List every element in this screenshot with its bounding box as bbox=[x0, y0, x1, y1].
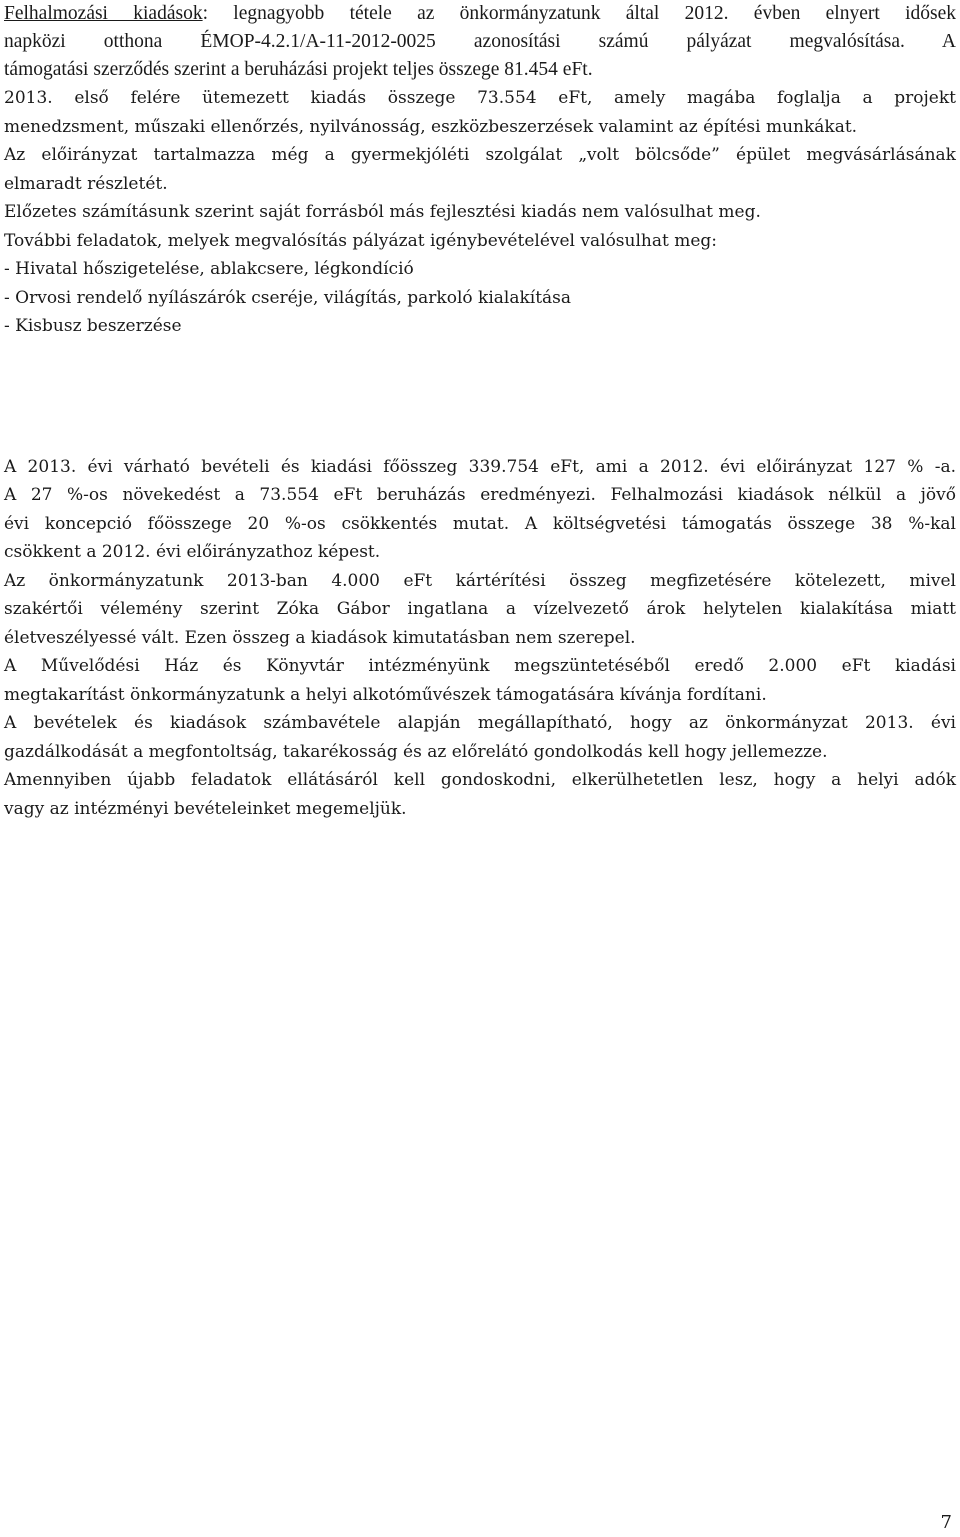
text-line: életveszélyessé vált. Ezen összeg a kiadások kimutatásban nem szerepel. bbox=[4, 627, 636, 648]
paragraph-eloiranyzat bbox=[4, 141, 956, 198]
text-line: szakértői vélemény szerint Zóka Gábor ingatlana a vízelvezető árok helytelen kialakítása miatt bbox=[4, 599, 956, 619]
paragraph-felhalmozasi-kiadasok bbox=[4, 0, 956, 141]
text-line: vagy az intézményi bevételeinket megemeljük. bbox=[4, 798, 407, 819]
text-line: A 2013. évi várható bevételi és kiadási főösszeg 339.754 eFt, ami a 2012. évi előirányzat 127 % -a. bbox=[4, 456, 956, 477]
paragraph-tovabbi-feladatok bbox=[4, 227, 956, 341]
text-line: támogatási szerződés szerint a beruházási projekt teljes összege 81.454 eFt. bbox=[4, 59, 593, 80]
text-line: Az előirányzat tartalmazza még a gyermekjóléti szolgálat „volt bölcsőde” épület megvásárlásának bbox=[4, 145, 956, 165]
text-line: A bevételek és kiadások számbavétele alapján megállapítható, hogy az önkormányzat 2013. évi bbox=[4, 713, 956, 733]
text-line: Amennyiben újabb feladatok ellátásáról kell gondoskodni, elkerülhetetlen lesz, hogy a helyi adók bbox=[4, 770, 956, 790]
text-line: Az önkormányzatunk 2013-ban 4.000 eFt kártérítési összeg megfizetésére kötelezett, mivel bbox=[4, 570, 956, 591]
paragraph-muvelodesi-haz bbox=[4, 652, 956, 709]
text-span: : legnagyobb tétele az önkormányzatunk által 2012. évben elnyert idősek bbox=[202, 3, 956, 24]
text-line: menedzsment, műszaki ellenőrzés, nyilvánosság, eszközbeszerzések valamint az építési munkákat. bbox=[4, 116, 858, 137]
text-line: Előzetes számításunk szerint saját forrásból más fejlesztési kiadás nem valósulhat meg. bbox=[4, 202, 761, 222]
text-line: megtakarítást önkormányzatunk a helyi alkotóművészek támogatására kívánja fordítani. bbox=[4, 684, 767, 705]
text-line: A 27 %-os növekedést a 73.554 eFt beruházás eredményezi. Felhalmozási kiadások nélkül a jövő bbox=[4, 485, 956, 505]
text-line: A Művelődési Ház és Könyvtár intézményünk megszüntetéséből eredő 2.000 eFt kiadási bbox=[4, 656, 956, 676]
paragraph-bevetelek-kiadasok bbox=[4, 709, 956, 766]
paragraph-karterites bbox=[4, 567, 956, 653]
document-page bbox=[4, 0, 956, 823]
list-item: - Orvosi rendelő nyílászárók cseréje, világítás, parkoló kialakítása bbox=[4, 287, 572, 308]
list-item: - Hivatal hőszigetelése, ablakcsere, légkondíció bbox=[4, 259, 414, 279]
text-line: További feladatok, melyek megvalósítás pályázat igénybevételével valósulhat meg: bbox=[4, 230, 718, 251]
text-line bbox=[4, 0, 956, 28]
list-item: - Kisbusz beszerzése bbox=[4, 316, 182, 336]
blank-space bbox=[4, 341, 956, 453]
text-line: 2013. első felére ütemezett kiadás összege 73.554 eFt, amely magába foglalja a projekt bbox=[4, 88, 956, 108]
text-line: elmaradt részletét. bbox=[4, 173, 168, 194]
paragraph-foosszeg bbox=[4, 453, 956, 567]
text-line: évi koncepció főösszege 20 %-os csökkentés mutat. A költségvetési támogatás összege 38 %-kal bbox=[4, 513, 956, 534]
text-line: gazdálkodását a megfontoltság, takarékosság és az előrelátó gondolkodás kell hogy jellemezze. bbox=[4, 741, 828, 762]
paragraph-helyi-adok bbox=[4, 766, 956, 823]
text-line: napközi otthona ÉMOP-4.2.1/A-11-2012-0025 azonosítási számú pályázat megvalósítása. A bbox=[4, 31, 956, 52]
paragraph-elozetes-szamitas bbox=[4, 198, 956, 227]
page-number: 7 bbox=[940, 1512, 952, 1533]
section-heading-underlined: Felhalmozási kiadások bbox=[4, 3, 203, 24]
text-line: csökkent a 2012. évi előirányzathoz képest. bbox=[4, 542, 381, 562]
